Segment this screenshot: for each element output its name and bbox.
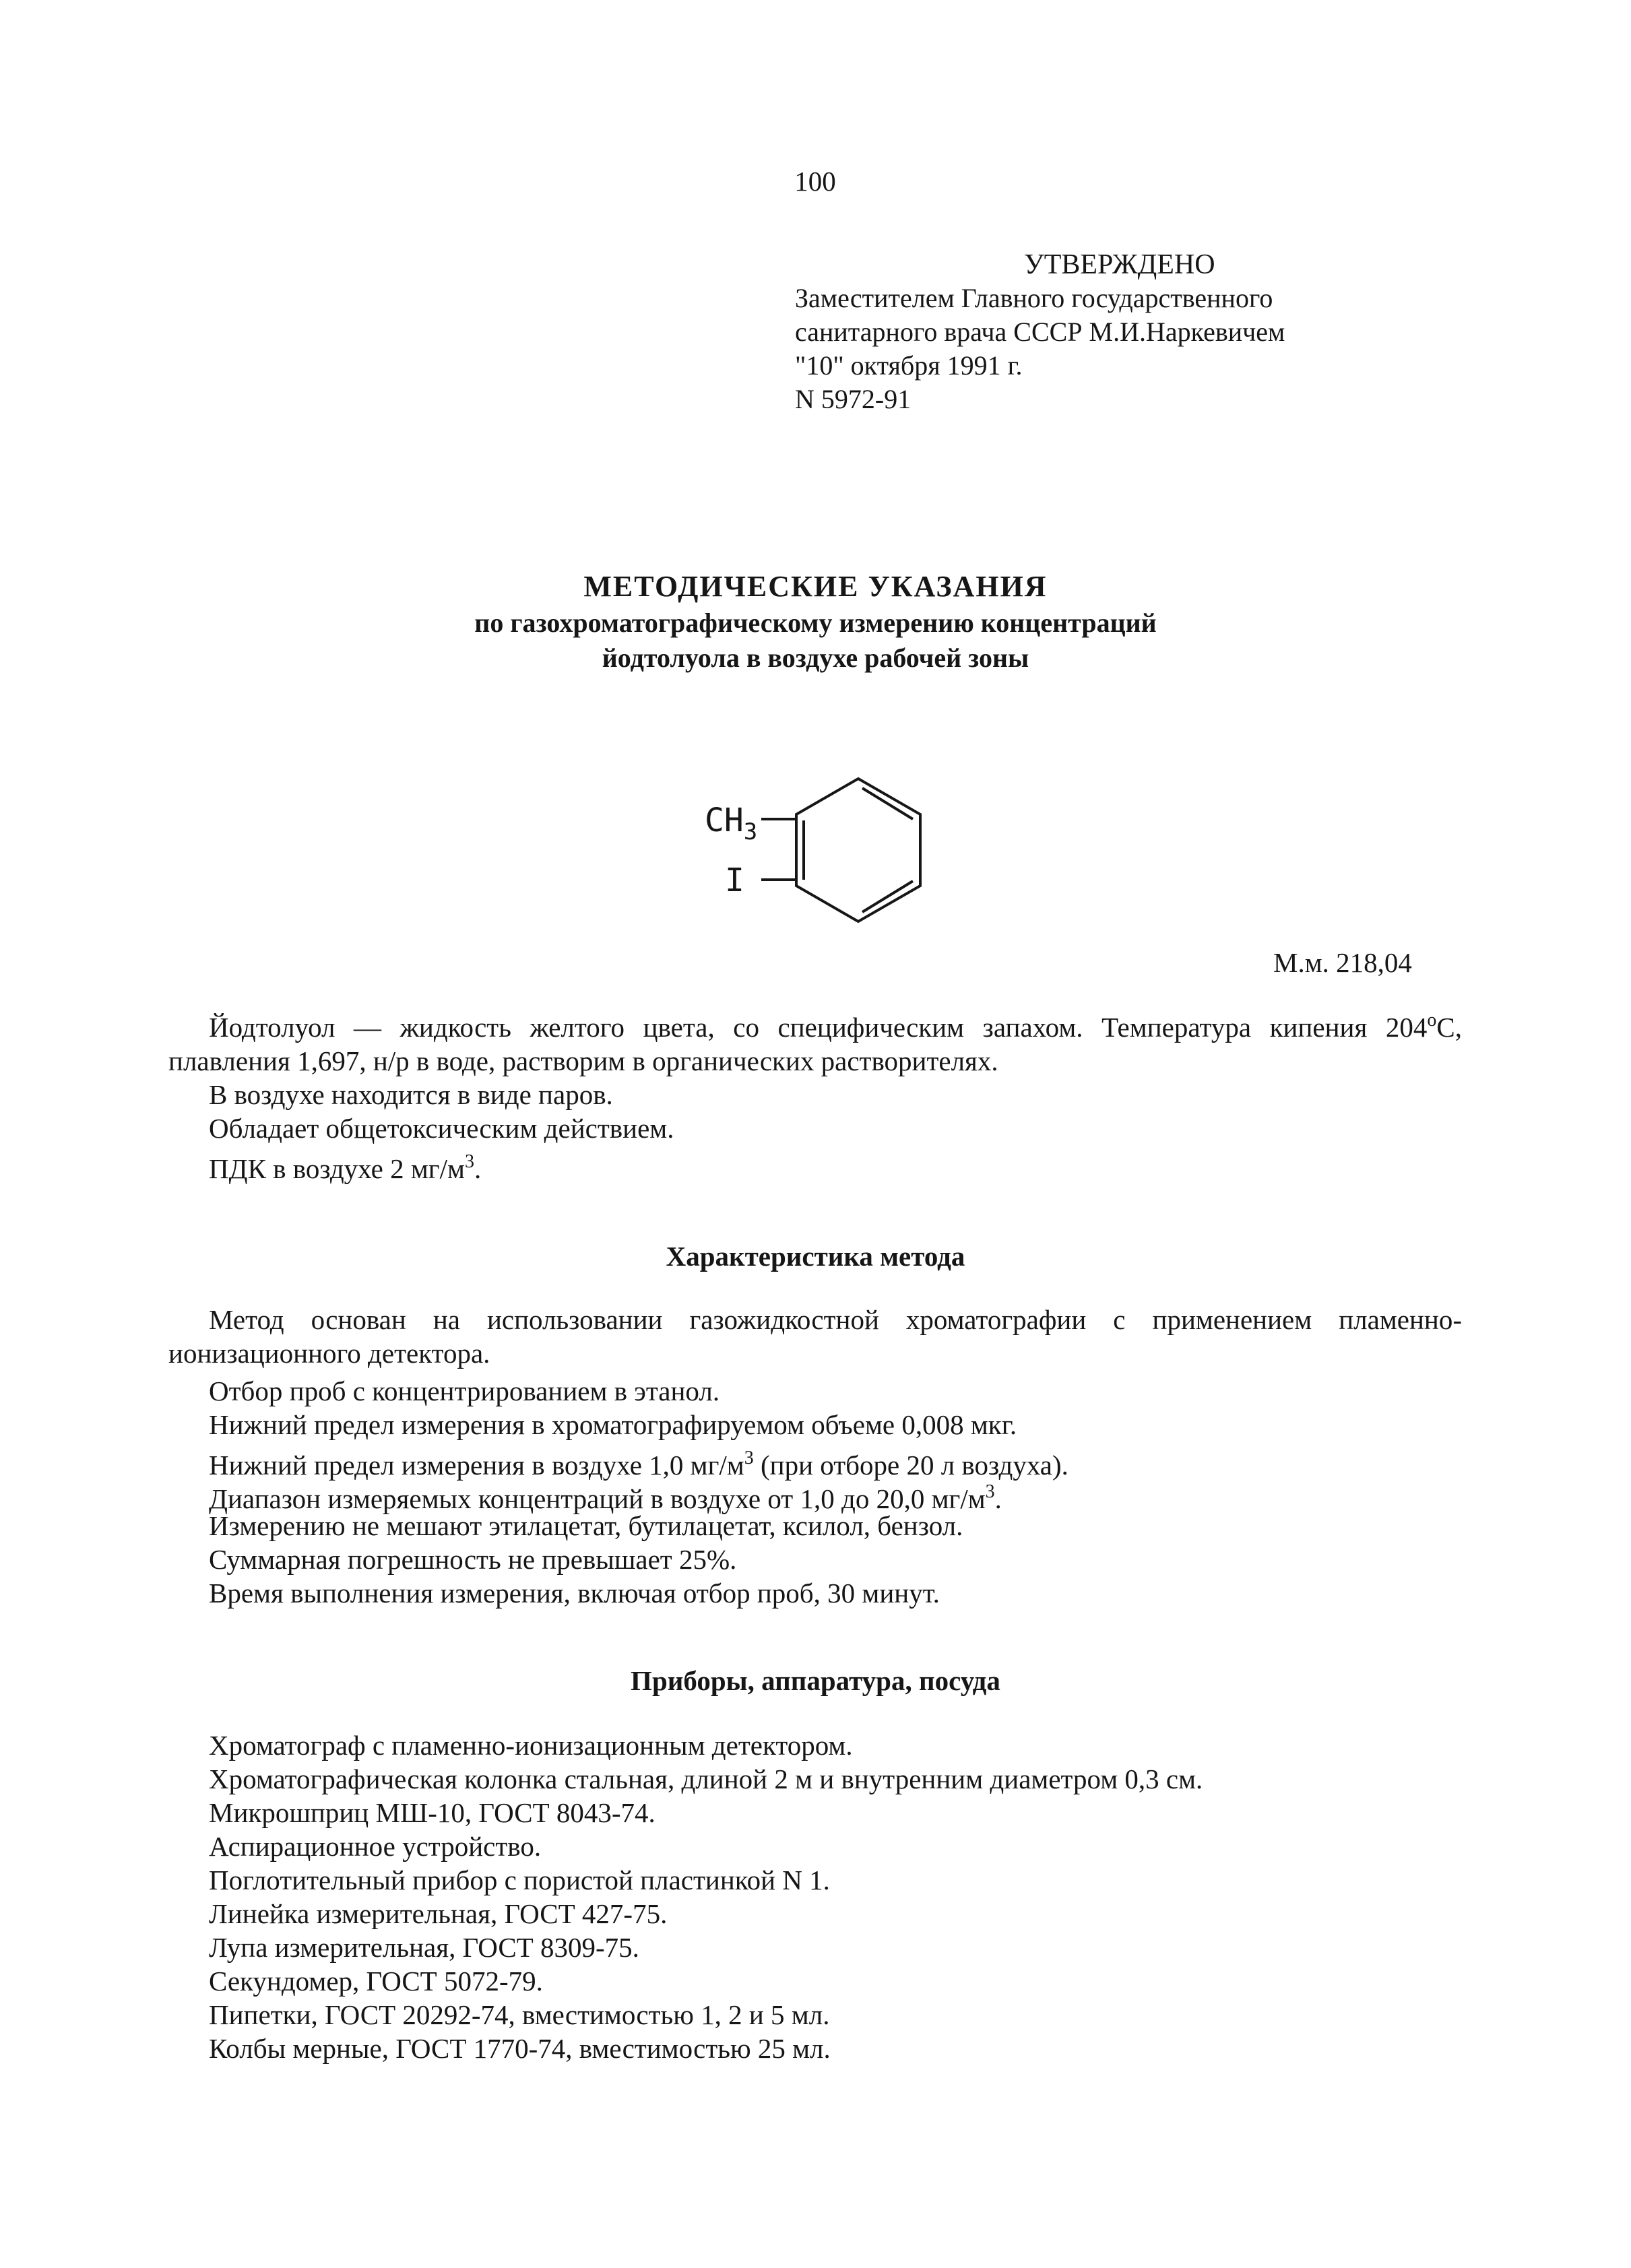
approval-block (795, 248, 1285, 416)
mac-text: . (474, 1153, 482, 1184)
approval-line: Заместителем Главного государственного (795, 283, 1273, 313)
title-sub: по газохроматографическому измерению концентраций (474, 608, 1157, 638)
method-text: Диапазон измеряемых концентраций в воздухе от 1,0 до 20,0 мг/м (209, 1483, 986, 1514)
section-heading-equipment: Приборы, аппаратура, посуда (631, 1665, 1000, 1696)
intro-line: В воздухе находится в виде паров. (209, 1079, 613, 1110)
intro-line (209, 1145, 481, 1186)
approval-number: N 5972-91 (795, 384, 912, 414)
intro-line: Обладает общетоксическим действием. (209, 1113, 674, 1144)
equipment-item: Линейка измерительная, ГОСТ 427-75. (209, 1898, 668, 1929)
equipment-item: Секундомер, ГОСТ 5072-79. (209, 1966, 543, 1997)
unit-sup: 3 (985, 1481, 995, 1502)
double-bond (862, 788, 913, 819)
intro-text: Йодтолуол — жидкость желтого цвета, со специфическим запахом. Температура кипения 204 (209, 1012, 1428, 1043)
unit-sup: 3 (744, 1448, 754, 1468)
method-text: . (994, 1483, 1002, 1514)
equipment-item: Микрошприц МШ-10, ГОСТ 8043-74. (209, 1797, 655, 1828)
intro-text: С, плавления 1,697, н/р в воде, растворим в органических растворителях. (168, 1012, 1462, 1076)
method-line: Суммарная погрешность не превышает 25%. (209, 1544, 737, 1575)
section-heading-method: Характеристика метода (666, 1241, 965, 1272)
benzene-ring (796, 779, 920, 921)
method-paragraph: Метод основан на использовании газожидкостной хроматографии с применением пламенно-ионизационного детектора. (168, 1304, 1462, 1369)
method-line: Отбор проб с концентрированием в этанол. (209, 1375, 720, 1406)
unit-sup: 3 (464, 1151, 474, 1172)
equipment-item: Колбы мерные, ГОСТ 1770-74, вместимостью 25 мл. (209, 2033, 831, 2064)
method-line: Время выполнения измерения, включая отбор проб, 30 минут. (209, 1578, 940, 1609)
structural-formula (680, 761, 963, 936)
approval-title: УТВЕРЖДЕНО (1024, 249, 1215, 280)
method-text: Нижний предел измерения в воздухе 1,0 мг/м (209, 1450, 744, 1481)
equipment-item: Хроматограф с пламенно-ионизационным детектором. (209, 1730, 853, 1761)
title-sub: йодтолуола в воздухе рабочей зоны (602, 643, 1029, 673)
page-number: 100 (794, 166, 836, 197)
method-line: Нижний предел измерения в хроматографируемом объеме 0,008 мкг. (209, 1409, 1017, 1440)
mac-text: ПДК в воздухе 2 мг/м (209, 1153, 465, 1184)
method-text: (при отборе 20 л воздуха). (753, 1450, 1068, 1481)
equipment-item: Хроматографическая колонка стальная, длиной 2 м и внутренним диаметром 0,3 см. (209, 1763, 1203, 1794)
equipment-item: Поглотительный прибор с пористой пластинкой N 1. (209, 1865, 830, 1896)
equipment-item: Аспирационное устройство. (209, 1831, 542, 1862)
degree-sup: о (1427, 1010, 1437, 1031)
equipment-item: Лупа измерительная, ГОСТ 8309-75. (209, 1932, 639, 1963)
molar-mass: М.м. 218,04 (1273, 947, 1412, 978)
approval-line: санитарного врача СССР М.И.Наркевичем (795, 317, 1285, 347)
method-line: Измерению не мешают этилацетат, бутилацетат, ксилол, бензол. (209, 1510, 963, 1541)
double-bond (862, 881, 913, 912)
iodine-label: I (725, 862, 744, 899)
approval-date: "10" октября 1991 г. (795, 350, 1023, 381)
equipment-item: Пипетки, ГОСТ 20292-74, вместимостью 1, 2 и 5 мл. (209, 1999, 830, 2030)
intro-paragraph (168, 1004, 1462, 1078)
title-main: МЕТОДИЧЕСКИЕ УКАЗАНИЯ (583, 570, 1048, 603)
methyl-label: $CH_3$ (705, 802, 758, 845)
